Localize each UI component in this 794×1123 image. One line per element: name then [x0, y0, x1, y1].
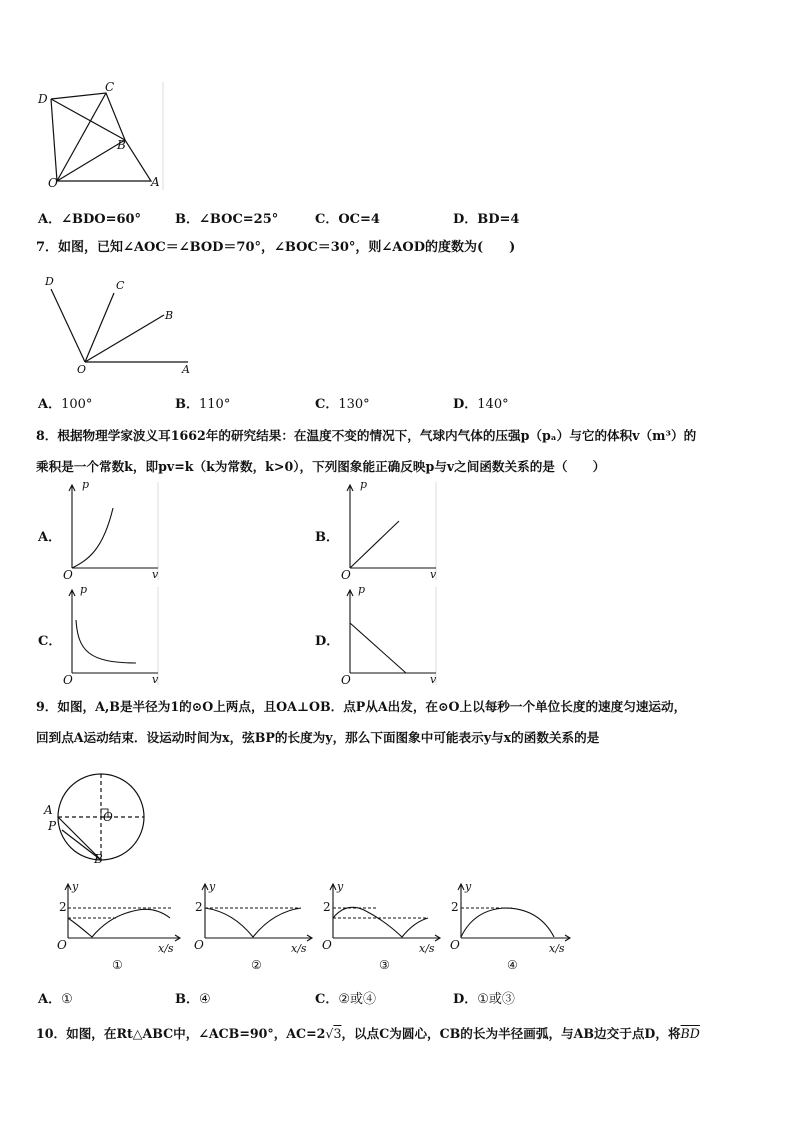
q9-option-a-letter: A． — [38, 992, 62, 1007]
q9-option-b[interactable] — [175, 988, 211, 1007]
q8-option-d[interactable]: D． — [315, 634, 340, 649]
q8-graph-b-origin: O — [341, 568, 351, 582]
q6-figure — [30, 80, 170, 195]
q8-graph-a — [58, 480, 163, 585]
q9-circle-figure — [44, 772, 154, 872]
q6-label-b: B — [117, 138, 126, 152]
q9-label-p: P — [48, 819, 57, 833]
q9-graph-1-xlabel: x/s — [158, 942, 174, 955]
q8-graph-a-ylabel: p — [82, 478, 90, 491]
q7-figure — [36, 275, 196, 375]
q8-graph-d — [336, 585, 441, 690]
q7-option-d[interactable] — [453, 396, 509, 414]
q8-option-c[interactable]: C． — [38, 634, 62, 649]
q7-option-a[interactable] — [38, 396, 92, 414]
q6-option-b[interactable] — [175, 208, 278, 227]
q7-stem: 7．如图，已知∠AOC＝∠BOD＝70°，∠BOC＝30°，则∠AOD的度数为( ) — [36, 240, 516, 255]
q6-option-d-letter: D． — [453, 212, 478, 227]
q7-option-c[interactable] — [315, 396, 370, 414]
q8-graph-c-ylabel: p — [80, 583, 88, 596]
q8-graph-b-xlabel: v — [430, 568, 437, 581]
q9-graph-4-origin: O — [450, 938, 460, 952]
q9-option-b-text: ④ — [199, 992, 211, 1007]
q9-graph-3-origin: O — [322, 938, 332, 952]
q8-graph-d-xlabel: v — [430, 673, 437, 686]
q9-option-d[interactable] — [453, 988, 515, 1007]
q9-option-a-text: ① — [61, 992, 73, 1007]
q8-option-a[interactable]: A． — [38, 530, 62, 545]
q9-graph-3 — [316, 880, 451, 980]
q9-graph-3-two: 2 — [323, 900, 331, 914]
q6-label-d: D — [38, 92, 48, 106]
q9-label-a: A — [44, 803, 53, 817]
q6-option-c-letter: C． — [315, 212, 339, 227]
q8-graph-c-xlabel: v — [152, 673, 159, 686]
q7-option-a-letter: A． — [38, 397, 62, 412]
q6-option-a-letter: A． — [38, 212, 62, 227]
q9-graph-3-xlabel: x/s — [419, 942, 435, 955]
q9-stem-line1: 9．如图，A,B是半径为1的⊙O上两点，且OA⊥OB．点P从A出发，在⊙O上以每秒一个单位长度的速度匀速运动， — [36, 699, 687, 714]
q8-graph-d-ylabel: p — [358, 583, 366, 596]
q9-graph-4-xlabel: x/s — [549, 942, 565, 955]
q9-graph-3-num: ③ — [379, 958, 390, 972]
q8-graph-c-origin: O — [63, 673, 73, 687]
q6-option-b-text: ∠BOC=25° — [199, 212, 279, 227]
q10-stem-part1: 10．如图，在Rt△ABC中，∠ACB=90°，AC=2 — [36, 1026, 326, 1041]
q9-graph-4 — [444, 880, 579, 980]
q6-label-a: A — [151, 175, 160, 189]
q10-sqrt-sign: √ — [325, 1026, 334, 1041]
q6-label-c: C — [105, 80, 115, 94]
q9-graph-2-xlabel: x/s — [291, 942, 307, 955]
q6-option-a-text: ∠BDO=60° — [61, 212, 142, 227]
q9-option-d-text: ①或③ — [477, 992, 515, 1007]
q7-option-b-text: 110° — [199, 397, 231, 412]
q6-option-d-text: BD=4 — [477, 212, 520, 227]
q9-option-a[interactable] — [38, 988, 73, 1007]
q7-option-c-text: 130° — [338, 397, 370, 412]
q9-option-d-letter: D． — [453, 992, 478, 1007]
q9-option-c[interactable] — [315, 988, 376, 1007]
q7-label-o: O — [77, 363, 87, 376]
q7-label-b: B — [165, 309, 174, 322]
q8-graph-d-origin: O — [341, 673, 351, 687]
q8-graph-c — [58, 585, 163, 690]
q10-sqrt-radicand: 3 — [333, 1026, 342, 1041]
q6-option-a[interactable] — [38, 208, 141, 227]
q9-graph-1-two: 2 — [59, 900, 67, 914]
q9-option-c-text: ②或④ — [338, 992, 377, 1007]
q9-graph-2 — [188, 880, 323, 980]
q9-graph-2-ylabel: y — [209, 880, 216, 893]
q7-label-d: D — [45, 275, 54, 288]
q7-option-a-text: 100° — [61, 397, 93, 412]
q9-option-b-letter: B． — [175, 992, 199, 1007]
q7-option-b-letter: B． — [175, 397, 199, 412]
q6-option-d[interactable] — [453, 208, 519, 227]
q9-graph-4-ylabel: y — [465, 880, 472, 893]
q10-stem — [36, 1025, 700, 1043]
q9-option-c-letter: C． — [315, 992, 339, 1007]
q8-graph-b-ylabel: p — [360, 478, 368, 491]
q6-option-c[interactable] — [315, 208, 380, 227]
q9-graph-1-origin: O — [57, 938, 67, 952]
q9-label-o: O — [103, 810, 113, 824]
q6-label-o: O — [48, 176, 58, 190]
q7-option-c-letter: C． — [315, 397, 339, 412]
q10-stem-part2: ，以点C为圆心，CB的长为半径画弧，与AB边交于点D，将 — [341, 1026, 681, 1041]
q9-label-b: B — [94, 852, 103, 866]
q9-graph-4-num: ④ — [507, 958, 518, 972]
q7-option-d-text: 140° — [477, 397, 509, 412]
q9-graph-2-origin: O — [194, 938, 204, 952]
q9-stem-line2: 回到点A运动结束．设运动时间为x，弦BP的长度为y，那么下面图象中可能表示y与x的函数关系的是 — [36, 730, 600, 745]
q8-graph-a-origin: O — [63, 568, 73, 582]
q9-graph-3-ylabel: y — [337, 880, 344, 893]
q8-stem-line1: 8．根据物理学家波义耳1662年的研究结果：在温度不变的情况下，气球内气体的压强p（pₐ）与它的体积v（m³）的 — [36, 428, 697, 443]
q9-graph-4-two: 2 — [451, 900, 459, 914]
q9-graph-1 — [48, 880, 188, 980]
q8-option-b[interactable]: B． — [315, 530, 339, 545]
q7-label-a: A — [182, 363, 190, 376]
q7-label-c: C — [116, 279, 125, 292]
q6-option-b-letter: B． — [175, 212, 199, 227]
q9-graph-2-num: ② — [251, 958, 262, 972]
q8-graph-a-xlabel: v — [152, 568, 159, 581]
q9-graph-2-two: 2 — [195, 900, 203, 914]
q10-arc-label: $\overline{BD}$ — [680, 1026, 700, 1041]
q9-graph-1-num: ① — [112, 958, 123, 972]
q7-option-b[interactable] — [175, 396, 230, 414]
q6-option-c-text: OC=4 — [338, 212, 380, 227]
q9-graph-1-ylabel: y — [72, 880, 79, 893]
q8-graph-b — [336, 480, 441, 585]
q8-stem-line2: 乘积是一个常数k，即pv=k（k为常数，k>0），下列图象能正确反映p与v之间函数关系的是（ ） — [36, 459, 606, 474]
q7-option-d-letter: D． — [453, 397, 478, 412]
